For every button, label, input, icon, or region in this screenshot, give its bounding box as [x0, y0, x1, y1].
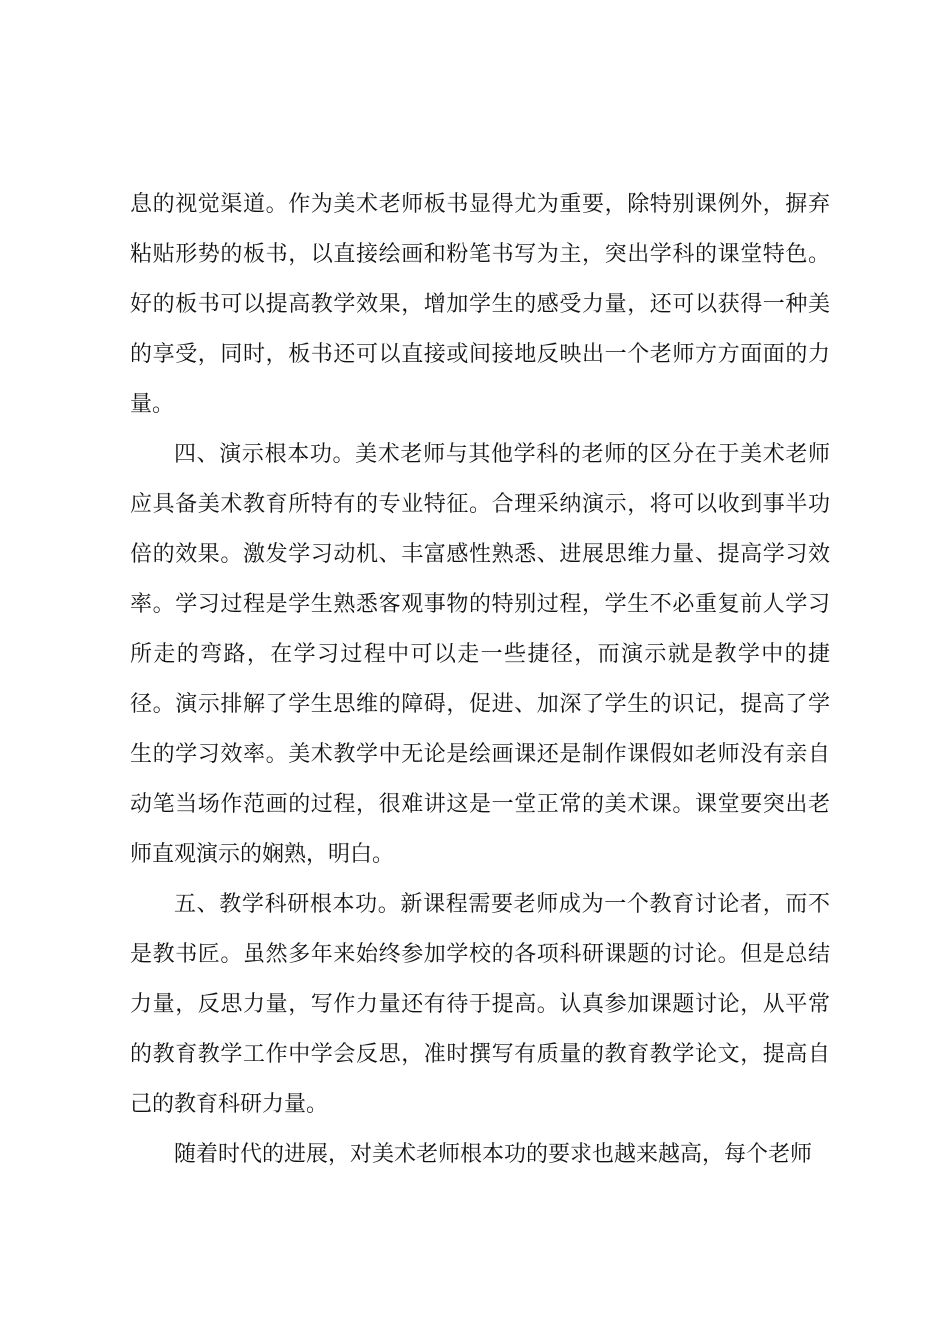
paragraph-4: 随着时代的进展，对美术老师根本功的要求也越来越高，每个老师: [174, 1142, 813, 1167]
document-body: [130, 180, 830, 1180]
paragraph-2: 四、演示根本功。美术老师与其他学科的老师的区分在于美术老师应具备美术教育所特有的专业特征。合理采纳演示，将可以收到事半功倍的效果。激发学习动机、丰富感性熟悉、进展思维力量、提高学习效率。学习过程是学生熟悉客观事物的特别过程，学生不必重复前人学习所走的弯路，在学习过程中可以走一些捷径，而演示就是教学中的捷径。演示排解了学生思维的障碍，促进、加深了学生的识记，提高了学生的学习效率。美术教学中无论是绘画课还是制作课假如老师没有亲自动笔当场作范画的过程，很难讲这是一堂正常的美术课。课堂要突出老师直观演示的娴熟，明白。: [130, 442, 830, 867]
paragraph-1: 息的视觉渠道。作为美术老师板书显得尤为重要，除特别课例外，摒弃粘贴形势的板书，以直接绘画和粉笔书写为主，突出学科的课堂特色。好的板书可以提高教学效果，增加学生的感受力量，还可以获得一种美的享受，同时，板书还可以直接或间接地反映出一个老师方方面面的力量。: [130, 192, 830, 417]
paragraph-3: 五、教学科研根本功。新课程需要老师成为一个教育讨论者，而不是教书匠。虽然多年来始终参加学校的各项科研课题的讨论。但是总结力量，反思力量，写作力量还有待于提高。认真参加课题讨论，从平常的教育教学工作中学会反思，准时撰写有质量的教育教学论文，提高自己的教育科研力量。: [130, 892, 830, 1117]
